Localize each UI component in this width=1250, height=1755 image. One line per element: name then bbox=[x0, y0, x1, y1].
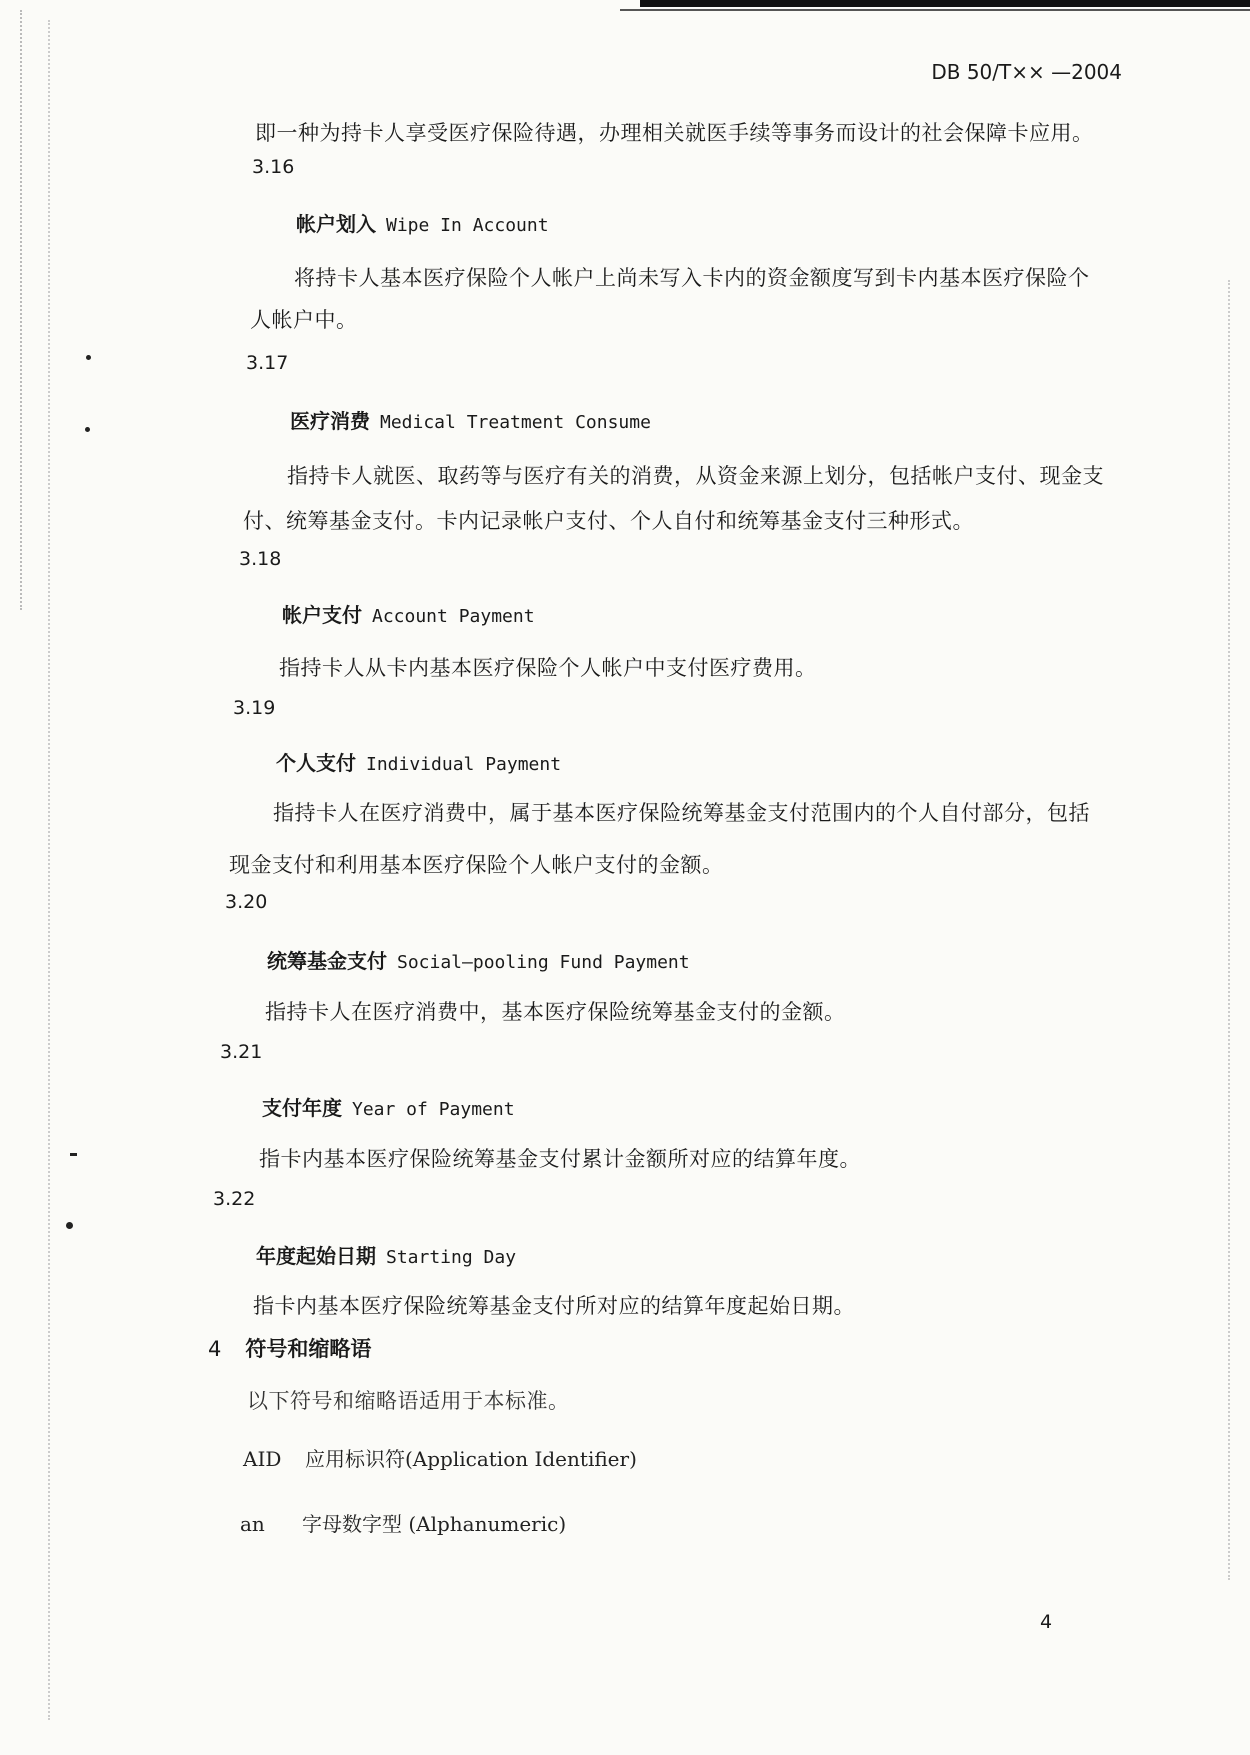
abbreviation-row bbox=[240, 1508, 566, 1537]
section-intro: 以下符号和缩略语适用于本标准。 bbox=[247, 1389, 570, 1413]
term-en: Account Payment bbox=[372, 606, 535, 627]
top-border-thin bbox=[620, 9, 1250, 11]
definition-line: 指持卡人从卡内基本医疗保险个人帐户中支付医疗费用。 bbox=[279, 656, 817, 680]
clause-number: 3.20 bbox=[225, 891, 268, 913]
term-heading bbox=[256, 1240, 516, 1269]
definition-line: 现金支付和利用基本医疗保险个人帐户支付的金额。 bbox=[229, 853, 724, 877]
abbreviation-text: 应用标识符(Application Identifier) bbox=[305, 1447, 637, 1471]
scan-artifact-left-2 bbox=[48, 20, 52, 1720]
scan-dot bbox=[66, 1222, 73, 1229]
page-number: 4 bbox=[1040, 1611, 1053, 1633]
definition-line: 指卡内基本医疗保险统筹基金支付所对应的结算年度起始日期。 bbox=[253, 1294, 855, 1318]
clause-number: 3.21 bbox=[220, 1041, 263, 1063]
term-en: Individual Payment bbox=[366, 754, 562, 775]
scan-artifact-left bbox=[20, 10, 24, 610]
top-border bbox=[640, 0, 1250, 7]
section-title: 符号和缩略语 bbox=[245, 1337, 372, 1361]
term-en: Wipe In Account bbox=[386, 215, 549, 236]
clause-number: 3.17 bbox=[246, 352, 289, 374]
abbreviation-row bbox=[243, 1443, 637, 1472]
term-heading bbox=[276, 747, 561, 776]
scan-dot bbox=[86, 355, 91, 360]
term-heading bbox=[296, 208, 549, 237]
term-zh: 帐户划入 bbox=[296, 212, 376, 236]
definition-line: 指卡内基本医疗保险统筹基金支付累计金额所对应的结算年度。 bbox=[259, 1147, 861, 1171]
abbreviation-code: AID bbox=[243, 1447, 282, 1471]
section-number: 4 bbox=[208, 1337, 222, 1361]
definition-line: 将持卡人基本医疗保险个人帐户上尚未写入卡内的资金额度写到卡内基本医疗保险个 bbox=[294, 266, 1090, 290]
section-heading bbox=[208, 1333, 371, 1363]
term-en: Social—pooling Fund Payment bbox=[397, 952, 690, 973]
term-zh: 支付年度 bbox=[262, 1096, 342, 1120]
term-heading bbox=[290, 405, 651, 434]
definition-line: 指持卡人就医、取药等与医疗有关的消费，从资金来源上划分，包括帐户支付、现金支 bbox=[287, 464, 1104, 488]
definition-line: 指持卡人在医疗消费中，基本医疗保险统筹基金支付的金额。 bbox=[265, 1000, 846, 1024]
term-en: Medical Treatment Consume bbox=[380, 412, 651, 433]
definition-line: 人帐户中。 bbox=[250, 308, 358, 332]
scan-dot bbox=[85, 427, 90, 432]
definition-line: 付、统筹基金支付。卡内记录帐户支付、个人自付和统筹基金支付三种形式。 bbox=[243, 509, 974, 533]
term-zh: 医疗消费 bbox=[290, 409, 370, 433]
definition-line: 指持卡人在医疗消费中，属于基本医疗保险统筹基金支付范围内的个人自付部分，包括 bbox=[273, 801, 1090, 825]
scan-dot bbox=[70, 1153, 77, 1156]
clause-number: 3.16 bbox=[252, 156, 295, 178]
term-zh: 年度起始日期 bbox=[256, 1244, 376, 1268]
document-code: DB 50/T×× —2004 bbox=[931, 60, 1122, 84]
term-zh: 帐户支付 bbox=[282, 603, 362, 627]
clause-number: 3.22 bbox=[213, 1188, 256, 1210]
term-zh: 个人支付 bbox=[276, 751, 356, 775]
clause-number: 3.18 bbox=[239, 548, 282, 570]
abbreviation-text: 字母数字型 (Alphanumeric) bbox=[302, 1512, 567, 1536]
abbreviation-code: an bbox=[240, 1512, 265, 1536]
term-heading bbox=[262, 1092, 515, 1121]
scan-artifact-right bbox=[1228, 280, 1232, 1580]
term-heading bbox=[282, 599, 535, 628]
term-heading bbox=[267, 945, 690, 974]
clause-number: 3.19 bbox=[233, 697, 276, 719]
term-en: Year of Payment bbox=[352, 1099, 515, 1120]
term-zh: 统筹基金支付 bbox=[267, 949, 387, 973]
term-en: Starting Day bbox=[386, 1247, 517, 1268]
intro-line: 即一种为持卡人享受医疗保险待遇，办理相关就医手续等事务而设计的社会保障卡应用。 bbox=[255, 121, 1094, 145]
